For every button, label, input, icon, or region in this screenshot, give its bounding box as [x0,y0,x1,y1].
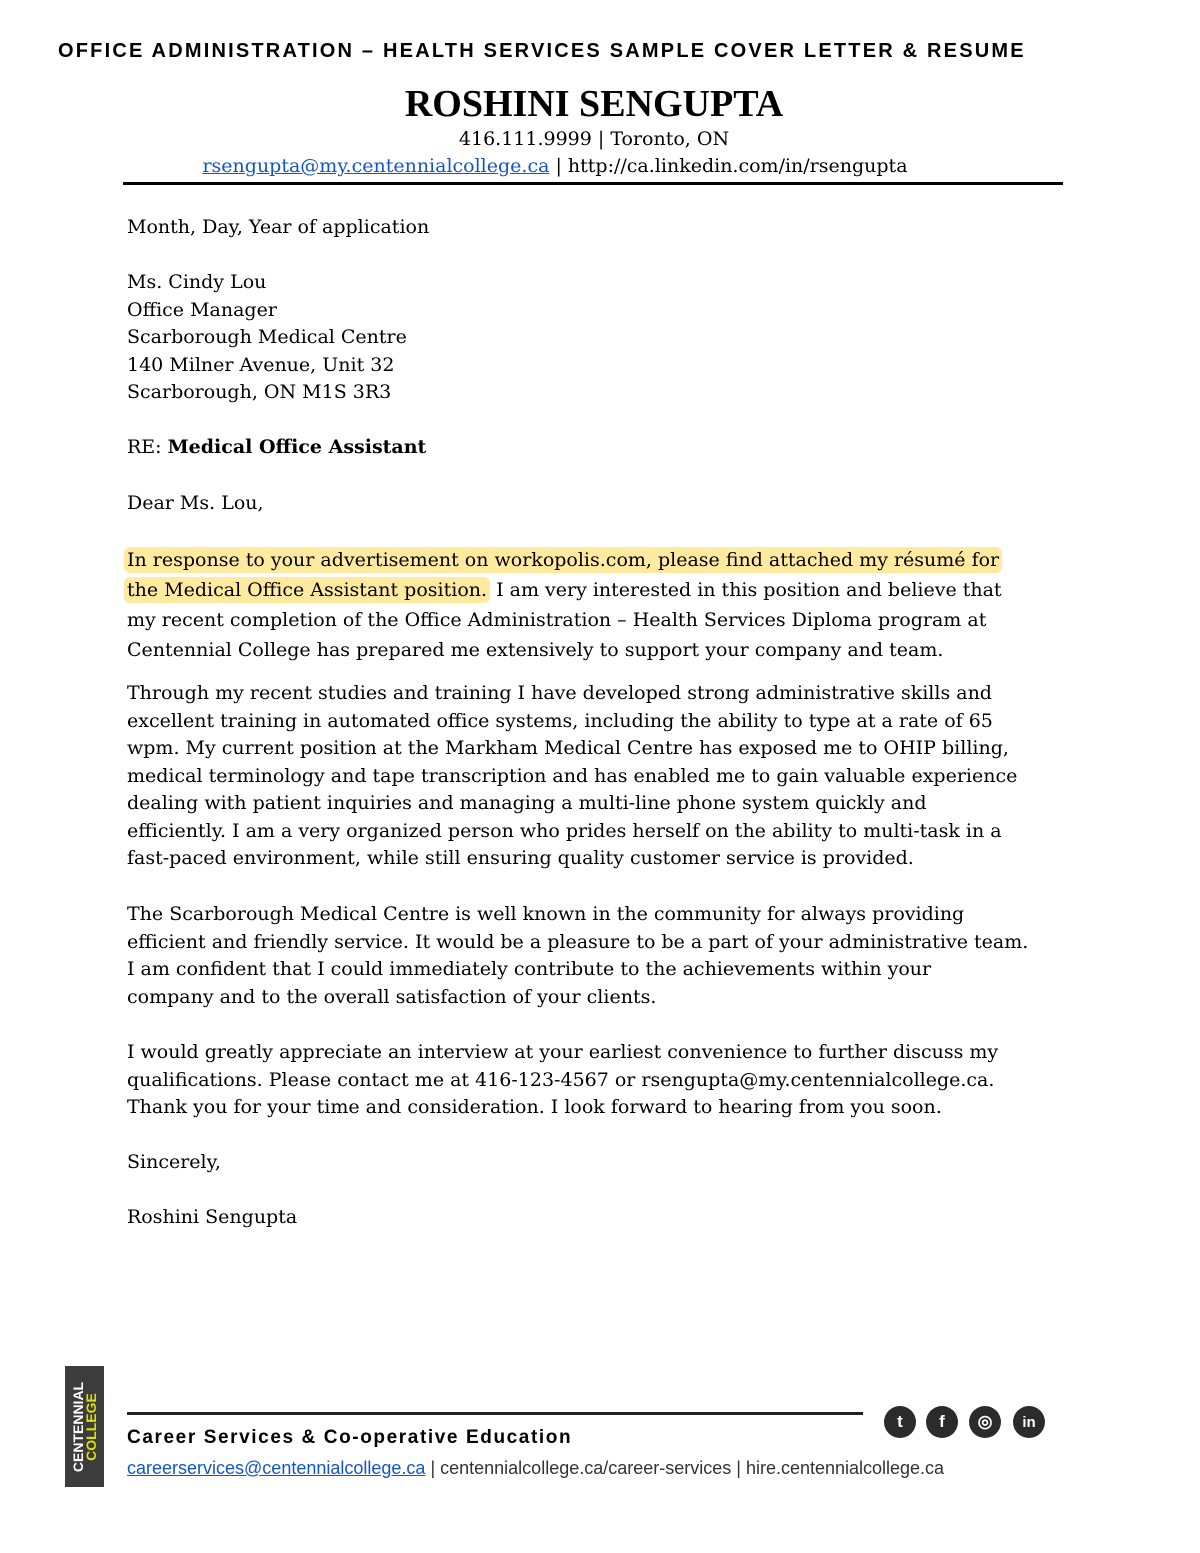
paragraph-3 [127,901,1028,1011]
linkedin-link[interactable]: http://ca.linkedin.com/in/rsengupta [567,155,908,177]
re-line [127,434,426,462]
recipient-line: Scarborough, ON M1S 3R3 [127,381,392,403]
logo-line: COLLEGE [82,1392,99,1461]
paragraph-line: Thank you for your time and consideration. I look forward to hearing from you soon. [127,1096,942,1118]
paragraph-line: Through my recent studies and training I have developed strong administrative skills and [127,682,992,704]
paragraph-1 [127,545,1002,665]
recipient-block [127,269,407,407]
paragraph-line: company and to the overall satisfaction of your clients. [127,985,657,1008]
footer-title: Career Services & Co-operative Education [127,1427,573,1448]
linkedin-icon[interactable]: in [1013,1406,1045,1438]
paragraph-line: qualifications. Please contact me at 416-123-4567 or rsengupta@my.centennialcollege.ca. [127,1068,995,1091]
re-position: Medical Office Assistant [167,436,427,458]
applicant-name: ROSHINI SENGUPTA [404,83,784,125]
footer-email-link[interactable]: careerservices@centennialcollege.ca [127,1458,426,1478]
paragraph-line: I am confident that I could immediately contribute to the achievements within your [127,958,932,980]
contact-phone-location: 416.111.9999 | Toronto, ON [458,128,730,150]
twitter-icon[interactable]: t [884,1406,916,1438]
salutation: Dear Ms. Lou, [127,492,264,514]
paragraph-line: The Scarborough Medical Centre is well known in the community for always providing [127,903,965,925]
paragraph-line: dealing with patient inquiries and managing a multi-line phone system quickly and [127,792,927,814]
recipient-line: Office Manager [127,298,277,321]
paragraph-text: I am very interested in this position and believe that [490,579,1002,601]
paragraph-line: Centennial College has prepared me extensively to support your company and team. [127,639,944,661]
closing: Sincerely, [127,1151,221,1173]
facebook-icon[interactable]: f [926,1406,958,1438]
highlighted-text: the Medical Office Assistant position. [124,577,490,603]
email-link[interactable]: rsengupta@my.centennialcollege.ca [202,155,550,177]
recipient-line: 140 Milner Avenue, Unit 32 [127,353,395,376]
paragraph-line: efficiently. I am a very organized person who prides herself on the ability to multi-task in a [127,819,1002,842]
contact-separator: | [549,155,568,177]
paragraph-4 [127,1039,998,1122]
footer-links-text: | centennialcollege.ca/career-services | hire.centennialcollege.ca [425,1458,945,1478]
logo-line: CENTENNIAL [69,1381,86,1472]
paragraph-line: wpm. My current position at the Markham Medical Centre has exposed me to OHIP billing, [127,737,1009,759]
paragraph-line: excellent training in automated office systems, including the ability to type at a rate of 65 [127,709,993,732]
paragraph-line: efficient and friendly service. It would be a pleasure to be a part of your administrative team. [127,930,1029,953]
highlighted-text: In response to your advertisement on workopolis.com, please find attached my résumé for [124,547,1002,573]
footer-links [127,1458,944,1479]
re-label: RE: [127,436,168,458]
paragraph-line: fast-paced environment, while still ensuring quality customer service is provided. [127,847,914,869]
header-divider [123,182,1063,185]
paragraph-2 [127,680,1017,873]
footer-divider [127,1412,863,1415]
document-header: OFFICE ADMINISTRATION – HEALTH SERVICES SAMPLE COVER LETTER & RESUME [58,40,1026,62]
instagram-icon[interactable]: ◎ [969,1406,1001,1438]
paragraph-line: I would greatly appreciate an interview at your earliest convenience to further discuss my [127,1041,999,1063]
signature: Roshini Sengupta [127,1206,298,1228]
paragraph-line: medical terminology and tape transcription and has enabled me to gain valuable experience [127,764,1018,787]
recipient-line: Scarborough Medical Centre [127,326,407,348]
college-logo [65,1366,104,1487]
letter-date: Month, Day, Year of application [127,216,430,238]
contact-links [0,155,1110,177]
paragraph-line: my recent completion of the Office Administration – Health Services Diploma program at [127,609,987,631]
recipient-line: Ms. Cindy Lou [127,271,267,293]
